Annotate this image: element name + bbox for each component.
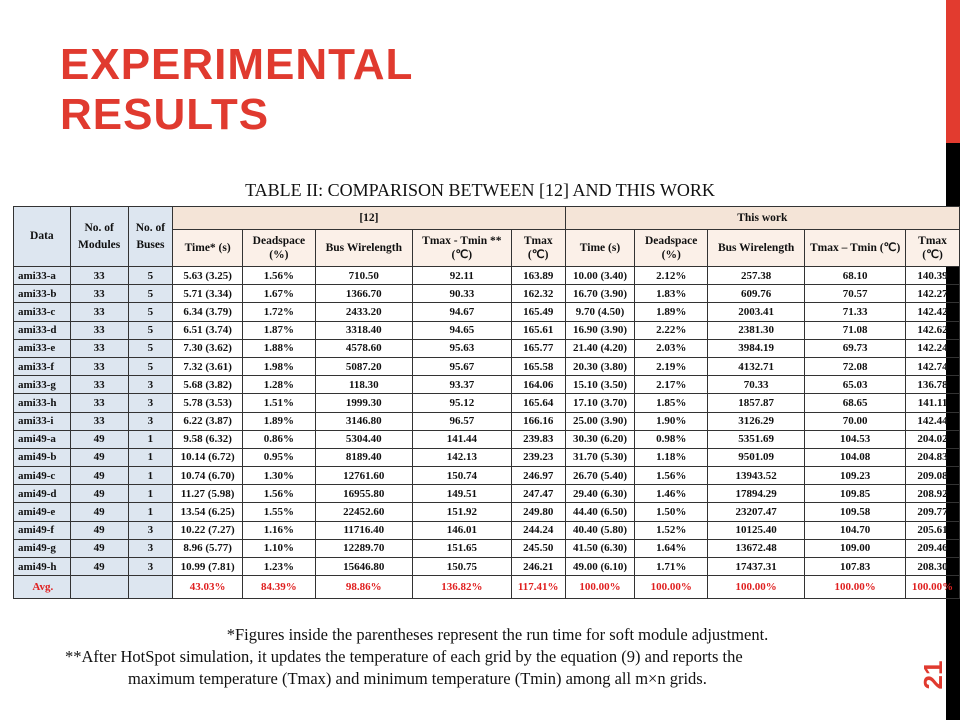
slide-title [60,40,413,140]
accent-bar [946,0,960,143]
table-cell: 1.89% [635,303,708,321]
table-cell: 70.33 [708,376,805,394]
table-cell: 9.70 (4.50) [565,303,635,321]
table-cell: 1366.70 [315,285,412,303]
table-cell: 1.87% [243,321,316,339]
table-cell: 142.42 [906,303,960,321]
table-cell: 1.85% [635,394,708,412]
table-cell: 10.14 (6.72) [173,448,243,466]
table-cell: 10.99 (7.81) [173,558,243,576]
table-cell: ami49-d [14,485,71,503]
table-cell: 209.46 [906,539,960,557]
table-cell: 1.28% [243,376,316,394]
table-cell: 165.64 [511,394,565,412]
header-wirelength-ref: Bus Wirelength [315,230,412,267]
table-cell: 49 [70,521,128,539]
table-cell: 1.56% [635,467,708,485]
table-cell: 1.55% [243,503,316,521]
average-label: Avg. [14,576,71,599]
table-cell: ami49-a [14,430,71,448]
table-cell: ami33-a [14,267,71,285]
table-cell: 0.95% [243,448,316,466]
table-cell: 1.71% [635,558,708,576]
table-cell: 11716.40 [315,521,412,539]
table-cell: 3 [128,521,173,539]
table-cell: 239.23 [511,448,565,466]
table-cell: 104.08 [805,448,906,466]
average-cell [70,576,128,599]
table-cell: 0.86% [243,430,316,448]
table-cell: 244.24 [511,521,565,539]
footnote-2-continued: maximum temperature (Tmax) and minimum temperature (Tmin) among all m×n grids. [128,669,707,688]
average-cell: 98.86% [315,576,412,599]
table-cell: 3984.19 [708,339,805,357]
table-cell: 94.65 [412,321,511,339]
table-cell: 1.98% [243,357,316,375]
table-cell: 15.10 (3.50) [565,376,635,394]
table-cell: 104.53 [805,430,906,448]
table-cell: 5.63 (3.25) [173,267,243,285]
table-cell: 68.65 [805,394,906,412]
header-tdiff-ref: Tmax - Tmin ** (℃) [412,230,511,267]
table-cell: 2.19% [635,357,708,375]
table-cell: 208.92 [906,485,960,503]
table-row [14,285,960,303]
table-cell: 209.08 [906,467,960,485]
table-cell: 142.44 [906,412,960,430]
table-cell: 9.58 (6.32) [173,430,243,448]
header-group-ref: [12] [173,207,565,230]
table-cell: ami49-e [14,503,71,521]
table-cell: 33 [70,394,128,412]
table-cell: 141.44 [412,430,511,448]
table-cell: 165.49 [511,303,565,321]
table-cell: 21.40 (4.20) [565,339,635,357]
table-cell: 17437.31 [708,558,805,576]
header-time-ref: Time* (s) [173,230,243,267]
table-cell: 10.74 (6.70) [173,467,243,485]
table-cell: 3 [128,412,173,430]
table-row [14,412,960,430]
table-cell: 1 [128,467,173,485]
table-cell: 3 [128,394,173,412]
table-cell: ami33-b [14,285,71,303]
table-cell: ami33-f [14,357,71,375]
table-cell: 33 [70,412,128,430]
table-cell: 16955.80 [315,485,412,503]
table-cell: 5 [128,267,173,285]
table-cell: 3146.80 [315,412,412,430]
table-cell: 23207.47 [708,503,805,521]
table-cell: 72.08 [805,357,906,375]
table-row [14,357,960,375]
table-cell: 118.30 [315,376,412,394]
table-cell: 141.11 [906,394,960,412]
header-deadspace-this: Deadspace (%) [635,230,708,267]
table-cell: 9501.09 [708,448,805,466]
table-cell: 4132.71 [708,357,805,375]
table-cell: 8189.40 [315,448,412,466]
table-cell: 140.39 [906,267,960,285]
header-tmax-ref: Tmax (℃) [511,230,565,267]
table-cell: 1 [128,430,173,448]
average-cell: 84.39% [243,576,316,599]
table-cell: 1.56% [243,485,316,503]
table-cell: 96.57 [412,412,511,430]
table-cell: ami33-e [14,339,71,357]
table-cell: 142.62 [906,321,960,339]
table-cell: 29.40 (6.30) [565,485,635,503]
table-cell: 149.51 [412,485,511,503]
table-cell: 257.38 [708,267,805,285]
table-cell: 93.37 [412,376,511,394]
table-cell: 142.24 [906,339,960,357]
table-cell: 33 [70,285,128,303]
header-deadspace-ref: Deadspace (%) [243,230,316,267]
slide-title-line2: RESULTS [60,90,270,139]
table-row [14,485,960,503]
table-cell: 69.73 [805,339,906,357]
table-row [14,376,960,394]
table-cell: 1.30% [243,467,316,485]
header-tdiff-this: Tmax – Tmin (℃) [805,230,906,267]
table-cell: 1.10% [243,539,316,557]
table-cell: 239.83 [511,430,565,448]
table-cell: 1.56% [243,267,316,285]
table-cell: 33 [70,267,128,285]
table-cell: 6.51 (3.74) [173,321,243,339]
table-cell: 151.65 [412,539,511,557]
table-cell: ami49-h [14,558,71,576]
header-group-this: This work [565,207,959,230]
table-cell: 1.52% [635,521,708,539]
average-cell: 100.00% [635,576,708,599]
footnotes [0,624,960,690]
table-cell: 1.83% [635,285,708,303]
table-cell: 49 [70,467,128,485]
table-cell: 2381.30 [708,321,805,339]
table-cell: 12761.60 [315,467,412,485]
table-cell: 2.17% [635,376,708,394]
table-cell: 3 [128,539,173,557]
table-cell: 33 [70,376,128,394]
table-cell: 1.64% [635,539,708,557]
table-cell: 49 [70,503,128,521]
table-cell: 71.33 [805,303,906,321]
table-cell: 6.34 (3.79) [173,303,243,321]
comparison-table [13,206,960,599]
table-cell: 5 [128,339,173,357]
average-cell: 100.00% [805,576,906,599]
table-cell: 26.70 (5.40) [565,467,635,485]
table-cell: 1 [128,448,173,466]
table-cell: 70.00 [805,412,906,430]
table-cell: 609.76 [708,285,805,303]
table-cell: 246.21 [511,558,565,576]
table-cell: ami33-c [14,303,71,321]
table-row [14,303,960,321]
table-cell: 5 [128,321,173,339]
table-cell: 30.30 (6.20) [565,430,635,448]
table-cell: 17.10 (3.70) [565,394,635,412]
table-cell: 247.47 [511,485,565,503]
table-cell: 3 [128,558,173,576]
table-cell: 13943.52 [708,467,805,485]
average-cell: 117.41% [511,576,565,599]
table-cell: 1.18% [635,448,708,466]
table-cell: 95.67 [412,357,511,375]
table-cell: 5.68 (3.82) [173,376,243,394]
table-cell: 49 [70,485,128,503]
table-cell: 2.12% [635,267,708,285]
table-row [14,503,960,521]
table-cell: 49 [70,539,128,557]
table-cell: 20.30 (3.80) [565,357,635,375]
table-cell: 246.97 [511,467,565,485]
table-cell: 71.08 [805,321,906,339]
table-cell: 92.11 [412,267,511,285]
table-row [14,339,960,357]
table-cell: 165.77 [511,339,565,357]
table-cell: 1.89% [243,412,316,430]
table-row [14,321,960,339]
table-cell: 95.12 [412,394,511,412]
table-cell: 6.22 (3.87) [173,412,243,430]
table-cell: 16.90 (3.90) [565,321,635,339]
table-caption: TABLE II: COMPARISON BETWEEN [12] AND THIS WORK [245,180,715,200]
average-cell: 43.03% [173,576,243,599]
table-cell: 109.23 [805,467,906,485]
header-time-this: Time (s) [565,230,635,267]
table-cell: 249.80 [511,503,565,521]
table-cell: 10.00 (3.40) [565,267,635,285]
page-number: 21 [918,660,948,690]
table-cell: 15646.80 [315,558,412,576]
table-cell: 33 [70,339,128,357]
table-cell: 95.63 [412,339,511,357]
table-cell: 142.13 [412,448,511,466]
table-cell: 5304.40 [315,430,412,448]
table-cell: ami49-g [14,539,71,557]
table-row [14,448,960,466]
table-cell: 142.74 [906,357,960,375]
table-cell: 1 [128,485,173,503]
table-cell: 109.85 [805,485,906,503]
table-body [14,267,960,599]
table-cell: 7.32 (3.61) [173,357,243,375]
table-cell: 33 [70,303,128,321]
table-cell: 104.70 [805,521,906,539]
table-cell: 1857.87 [708,394,805,412]
table-cell: 68.10 [805,267,906,285]
table-cell: 33 [70,321,128,339]
table-cell: 1.88% [243,339,316,357]
table-cell: 49 [70,430,128,448]
header-data: Data [14,207,71,267]
table-cell: 0.98% [635,430,708,448]
table-cell: 5.71 (3.34) [173,285,243,303]
table-cell: 150.74 [412,467,511,485]
table-cell: 13672.48 [708,539,805,557]
table-cell: 107.83 [805,558,906,576]
table-cell: 44.40 (6.50) [565,503,635,521]
table-cell: 205.61 [906,521,960,539]
average-cell: 100.00% [906,576,960,599]
table-cell: 1 [128,503,173,521]
table-cell: 10125.40 [708,521,805,539]
table-cell: 164.06 [511,376,565,394]
table-cell: 25.00 (3.90) [565,412,635,430]
average-cell: 100.00% [565,576,635,599]
table-cell: 204.02 [906,430,960,448]
table-cell: 1.50% [635,503,708,521]
table-cell: 41.50 (6.30) [565,539,635,557]
table-cell: 2003.41 [708,303,805,321]
table-cell: ami33-h [14,394,71,412]
table-cell: 5 [128,303,173,321]
footnote-1: *Figures inside the parentheses represent the run time for soft module adjustment. [226,625,769,644]
table-row [14,539,960,557]
table-cell: 1.67% [243,285,316,303]
table-cell: ami49-c [14,467,71,485]
table-cell: ami33-i [14,412,71,430]
table-cell: 109.58 [805,503,906,521]
average-cell: 136.82% [412,576,511,599]
table-cell: 94.67 [412,303,511,321]
table-cell: 13.54 (6.25) [173,503,243,521]
table-cell: 1.90% [635,412,708,430]
table-row [14,521,960,539]
table-cell: 710.50 [315,267,412,285]
table-cell: 12289.70 [315,539,412,557]
table-cell: 151.92 [412,503,511,521]
table-cell: 2.03% [635,339,708,357]
table-row [14,394,960,412]
table-cell: ami49-b [14,448,71,466]
table-cell: 2433.20 [315,303,412,321]
table-cell: 3318.40 [315,321,412,339]
table-cell: 245.50 [511,539,565,557]
table-cell: 166.16 [511,412,565,430]
table-cell: 16.70 (3.90) [565,285,635,303]
table-cell: 49.00 (6.10) [565,558,635,576]
table-cell: 17894.29 [708,485,805,503]
table-cell: 1.23% [243,558,316,576]
table-row [14,430,960,448]
table-cell: 3 [128,376,173,394]
table-cell: 1.72% [243,303,316,321]
table-cell: 162.32 [511,285,565,303]
footnote-2: **After HotSpot simulation, it updates the temperature of each grid by the equation (9) and reports the [65,647,743,666]
table-cell: 142.27 [906,285,960,303]
slide-title-line1: EXPERIMENTAL [60,40,414,89]
header-wirelength-this: Bus Wirelength [708,230,805,267]
table-row [14,467,960,485]
table-cell: 5 [128,285,173,303]
table-cell: 33 [70,357,128,375]
table-cell: 204.83 [906,448,960,466]
table-cell: 208.30 [906,558,960,576]
table-cell: 5 [128,357,173,375]
table-cell: 31.70 (5.30) [565,448,635,466]
table-cell: 49 [70,448,128,466]
table-cell: 109.00 [805,539,906,557]
table-cell: 1999.30 [315,394,412,412]
table-cell: 11.27 (5.98) [173,485,243,503]
table-cell: 150.75 [412,558,511,576]
table-cell: 5087.20 [315,357,412,375]
table-cell: 1.51% [243,394,316,412]
header-tmax-this: Tmax (℃) [906,230,960,267]
table-cell: 146.01 [412,521,511,539]
table-cell: 22452.60 [315,503,412,521]
average-row [14,576,960,599]
table-cell: 1.46% [635,485,708,503]
table-cell: 90.33 [412,285,511,303]
table-cell: ami49-f [14,521,71,539]
table-cell: ami33-d [14,321,71,339]
table-cell: 2.22% [635,321,708,339]
table-cell: 10.22 (7.27) [173,521,243,539]
table-cell: 3126.29 [708,412,805,430]
table-cell: 5351.69 [708,430,805,448]
table-cell: 5.78 (3.53) [173,394,243,412]
table-row [14,267,960,285]
table-cell: 165.61 [511,321,565,339]
table-cell: ami33-g [14,376,71,394]
table-cell: 7.30 (3.62) [173,339,243,357]
average-cell [128,576,173,599]
header-modules: No. of Modules [70,207,128,267]
table-cell: 8.96 (5.77) [173,539,243,557]
header-buses: No. of Buses [128,207,173,267]
table-cell: 40.40 (5.80) [565,521,635,539]
table-cell: 1.16% [243,521,316,539]
table-cell: 209.77 [906,503,960,521]
table-cell: 165.58 [511,357,565,375]
average-cell: 100.00% [708,576,805,599]
table-cell: 4578.60 [315,339,412,357]
table-cell: 65.03 [805,376,906,394]
table-cell: 163.89 [511,267,565,285]
table-cell: 49 [70,558,128,576]
table-cell: 136.78 [906,376,960,394]
table-cell: 70.57 [805,285,906,303]
table-row [14,558,960,576]
